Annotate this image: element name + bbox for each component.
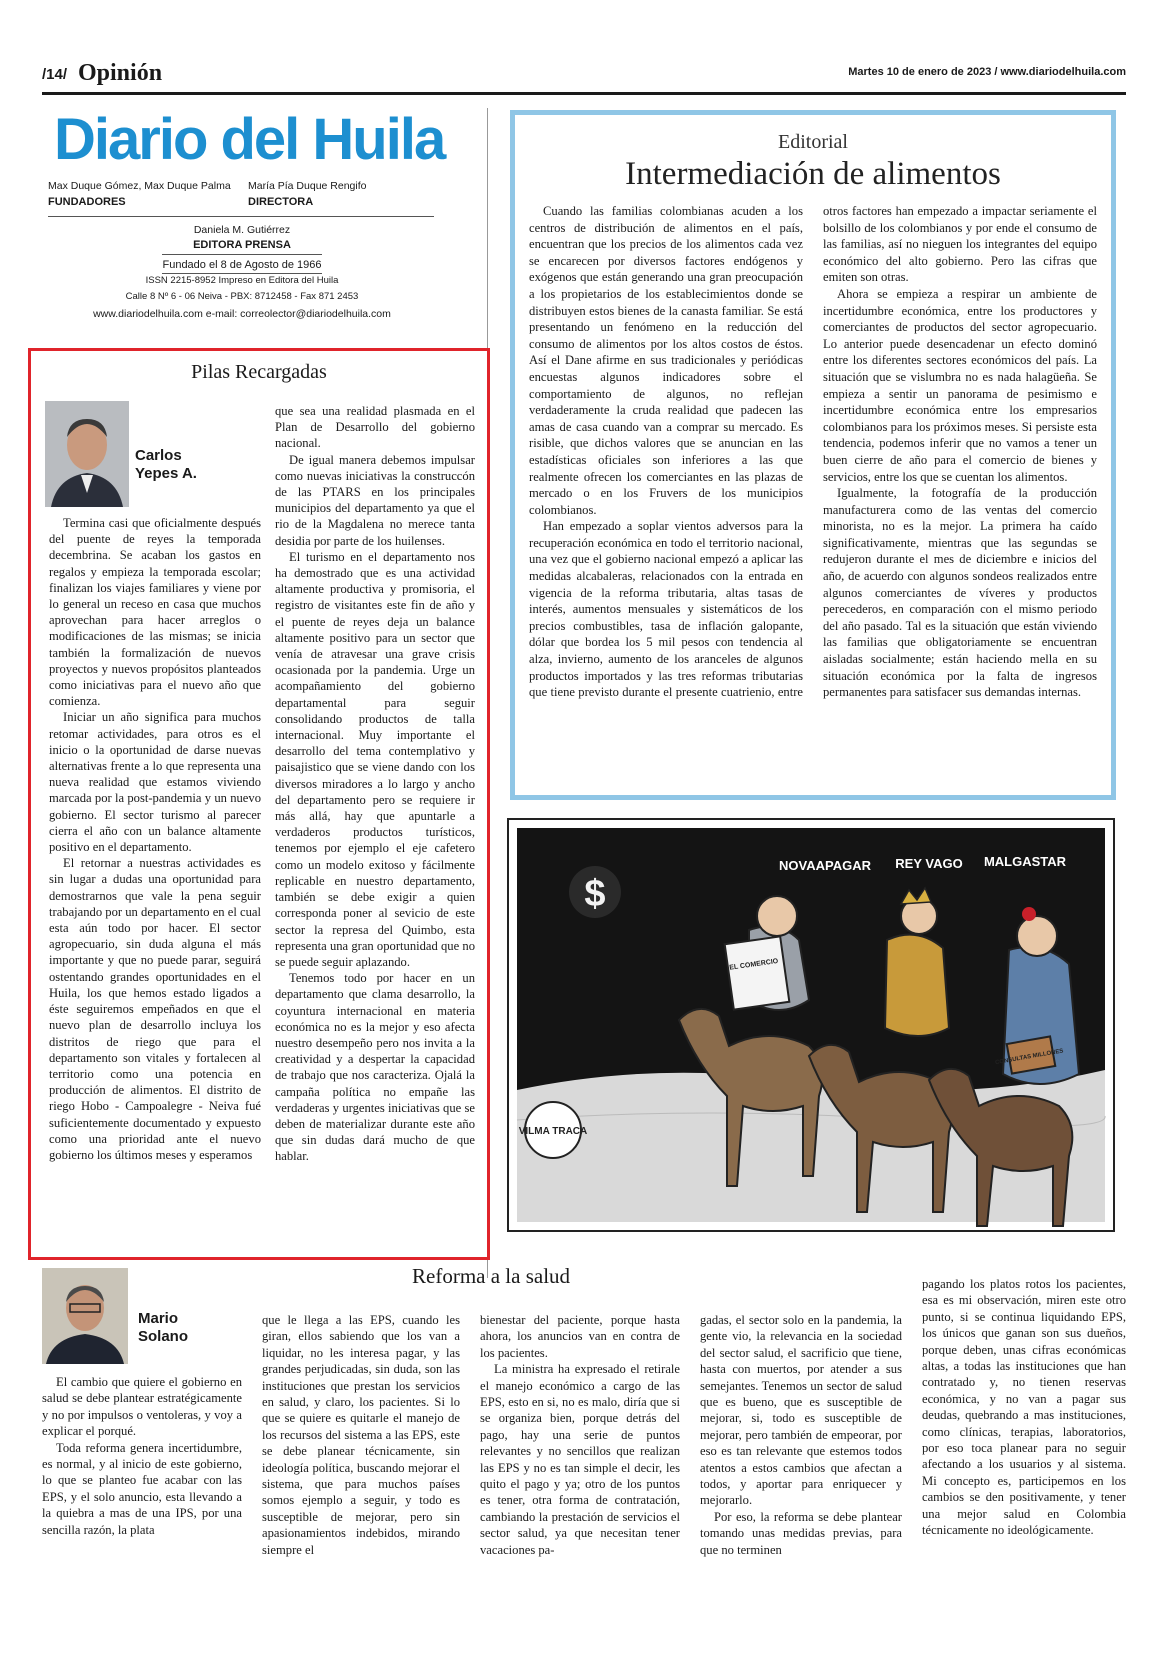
author-first-name: Mario bbox=[138, 1310, 179, 1327]
body-paragraph: La ministra ha expresado el retirale el manejo económico a cargo de las EPS, esto en si, no es malo, diría que si se organiza bien, porque detrás del pago, hay una serie de puntos relevantes y no sencillos que realizan las EPS y no es tan simple el decir, les quito el pago y ya; otro de los puntos es tener, otra forma de contratación, cambiando la prestación de servicios el sector salud, ya que necesitan tener vacaciones pa- bbox=[480, 1362, 680, 1557]
column-title: Reforma a la salud bbox=[412, 1264, 571, 1288]
founders-names: Max Duque Gómez, Max Duque Palma bbox=[48, 180, 231, 192]
column-body bbox=[480, 1312, 680, 1558]
body-paragraph: pagando los platos rotos los pacientes, esa es mi observación, miren este otro punto, si se continua liquidando EPS, los únicos que ganan son sus dueños, porque deben, unas cifras económicas altas, a todas las instituciones que han contratado y, no tienen reservas económica, y no van a pagar sus deudas, quebrando a mas instituciones, como clínicas, terapias, laboratorios, por eso toca planear para no seguir afectando a los usuarios y al sistema. Mi concepto es, participemos en los cambios se den positivamente, y tener una mejor salud en Colombia técnicamente no ideológicamente. bbox=[922, 1277, 1126, 1538]
cartoon-label: NOVAAPAGAR bbox=[779, 858, 871, 873]
editor-name: Daniela M. Gutiérrez bbox=[193, 224, 291, 236]
newspaper-label: EL COMERCIO bbox=[728, 957, 779, 972]
dollar-moon: $ bbox=[584, 873, 606, 915]
page-header bbox=[42, 62, 1126, 92]
editorial-paragraph: Han empezado a soplar vientos adversos para la recuperación económica en todo el territorio nacional, una vez que el gobierno nacional empezó a aplicar las medidas alcabaleras, relacionados con la entrada en vigencia de la reforma tributaria, altas tasas de interés, aumentos mensuales y sistemáticos de los precios combustibles, tasa de inflación galopante, dólar que bordea los 5 mil pesos con tendencia al alza, invierno, aumento de los aranceles de algunos productos importados y las tres reformas tributarias que tiene previsto durante el presente cuatrienio, entre otros factores han empezado a impactar seriamente el bolsillo de los colombianos y por ende el consumo de las familias, así no nieguen los integrantes del equipo económico del alto gobierno. Pero las cifras que emiten son otras. bbox=[529, 204, 1097, 700]
column-body bbox=[262, 1312, 460, 1558]
newspaper-logo: Diario del Huila bbox=[54, 107, 445, 172]
header-rule bbox=[42, 92, 1126, 95]
author-photo bbox=[45, 401, 129, 507]
box-label: CONSULTAS MILLONES bbox=[994, 1048, 1064, 1067]
body-paragraph: que le llega a las EPS, cuando les giran, ellos sabiendo que los van a liquidar, no les interesa pagar, y las grandes perjudicadas, sin duda, son las instituciones que prestan los servicios en salud, y claro, los pacientes. Si lo que se quiere es quitarle el manejo de los recursos del sistema a las EPS, este se debe planear técnicamente, sin ideología política, buscando mejorar el sistema, que para muchos países somos ejemplo a seguir, y todo es susceptible de mejorar, pero sin apasionamientos indebidos, mirando siempre el bbox=[262, 1313, 460, 1557]
cartoon-illustration bbox=[509, 820, 1113, 1230]
masthead-rule bbox=[162, 254, 322, 255]
cartoon-label: MALGASTAR bbox=[983, 854, 1067, 869]
contact-line: www.diariodelhuila.com e-mail: correolector@diariodelhuila.com bbox=[93, 308, 391, 320]
reforma-salud-column bbox=[42, 1264, 1126, 1638]
editorial-body bbox=[529, 203, 1097, 701]
body-paragraph: Tenemos todo por hacer en un departamento que clama desarrollo, la coyuntura internacional en materia económica no es la mejor y eso afecta nuestro desempeño pero nos invita a la creatividad y a despertar la capacidad de trabajo que nos caracteriza. Ojalá la campaña política no empañe las verdaderas y urgentes iniciativas que se deben de materializar durante este año que sin dudas dará mucho de que hablar. bbox=[275, 971, 475, 1164]
body-paragraph: que sea una realidad plasmada en el Plan de Desarrollo del gobierno nacional. bbox=[275, 404, 475, 451]
body-paragraph: El cambio que quiere el gobierno en salud se debe plantear estratégicamente y no por impulsos o ventoleras, y voy a explicar el porqué. bbox=[42, 1375, 242, 1439]
masthead-rule bbox=[162, 273, 322, 274]
director-label: DIRECTORA bbox=[248, 196, 314, 208]
masthead bbox=[42, 100, 462, 340]
editor-label: EDITORA PRENSA bbox=[193, 239, 291, 251]
body-paragraph: Por eso, la reforma se debe plantear tomando unas medidas previas, para que no terminen bbox=[700, 1509, 902, 1557]
column-body-left bbox=[49, 515, 261, 1163]
body-paragraph: Toda reforma genera incertidumbre, es normal, y al inicio de este gobierno, lo que se planteo fue acabar con las EPS, y el solo anuncio, esta llevando a la quiebra a mas de una IPS, por una sencilla razón, la plata bbox=[42, 1440, 242, 1537]
column-body-right bbox=[275, 403, 475, 1165]
author-last-name: Solano bbox=[138, 1328, 189, 1345]
section-title: Opinión bbox=[78, 60, 163, 86]
column-title: Pilas Recargadas bbox=[191, 361, 327, 383]
date-and-site: Martes 10 de enero de 2023 / www.diariodelhuila.com bbox=[848, 66, 1126, 78]
page-number: /14/ bbox=[42, 66, 68, 83]
founders-label: FUNDADORES bbox=[48, 196, 126, 208]
body-paragraph: Iniciar un año significa para muchos retomar actividades, para otros es el inicio o la oportunidad de darse nuevas alternativas frente a lo que representa una nueva realidad que estamos viviendo marcada por la post-pandemia y un nuevo gobierno. El sector turismo al parecer cierra el año con un balance altamente positivo en el departamento. bbox=[49, 710, 261, 855]
editorial-title: Intermediación de alimentos bbox=[625, 156, 1001, 192]
address-line: Calle 8 Nº 6 - 06 Neiva - PBX: 8712458 - Fax 871 2453 bbox=[125, 291, 359, 302]
cartoon bbox=[507, 818, 1115, 1232]
column-body bbox=[42, 1374, 242, 1538]
cartoon-label: REY VAGO bbox=[895, 856, 963, 871]
author-first-name: Carlos bbox=[135, 447, 182, 464]
editorial-paragraph: Cuando las familias colombianas acuden a los centros de distribución de alimentos en el país, encuentran que los precios de los alimentos cada vez se encarecen por diversos factores endógenos y exógenos que están generando una gran preocupación a los propietarios de los establecimientos donde se distribuyen estos bienes de la canasta familiar. Se está presentando un fenómeno en la reducción del consumo de alimentos por los altos costos de éstos. Así el Dane afirme en sus tradicionales y periódicas encuestas algunos indicadores sobre el comportamiento de algunos, no reflejan verdaderamente la cruda realidad que padecen las amas de casa cuando van a comprar su mercado. Es risible, que dichos valores que se anuncian en las estadísticas oficiales son inferiores a las que realmente ofrecen los comerciantes en las plazas de mercado o en los Fruvers de los municipios colombianos. bbox=[529, 204, 803, 517]
author-photo bbox=[42, 1268, 128, 1364]
author-last-name: Yepes A. bbox=[135, 465, 197, 482]
editorial-kicker: Editorial bbox=[778, 131, 848, 153]
director-name: María Pía Duque Rengifo bbox=[248, 180, 367, 192]
column-body bbox=[700, 1312, 902, 1558]
pilas-recargadas-column bbox=[28, 348, 490, 1260]
editorial-box bbox=[510, 110, 1116, 800]
body-paragraph: De igual manera debemos impulsar como nuevas iniciativas la construccón de las PTARS en los principales municipios del departamento ya que el rio de la Magdalena no merece tanta desidia por parte de los huilenses. bbox=[275, 452, 475, 548]
author-name bbox=[135, 447, 197, 483]
body-paragraph: gadas, el sector solo en la pandemia, la gente vio, la relevancia en la sociedad del sector salud, el sacrificio que tiene, hasta con muertos, por atender a sus semejantes. Tenemos un sector de salud que es bueno, que es susceptible de mejorar, si, todo es susceptible de mejorar, pero también de empeorar, por eso es tan relevante que estemos todos atentos a estos cambios que afectan a todos, y aportar para enriquecer y mejorarlo. bbox=[700, 1313, 902, 1508]
founded-date: Fundado el 8 de Agosto de 1966 bbox=[162, 259, 322, 271]
author-name bbox=[138, 1310, 188, 1346]
body-paragraph: bienestar del paciente, porque hasta ahora, los anuncios van en contra de los pacientes. bbox=[480, 1313, 680, 1360]
cartoonist-signature: VILMA TRACA bbox=[518, 1126, 588, 1137]
issn-line: ISSN 2215-8952 Impreso en Editora del Huila bbox=[145, 275, 339, 286]
body-paragraph: El retornar a nuestras actividades es sin lugar a dudas una oportunidad para demostrarnos que vale la pena seguir trabajando por un departamento en el cual esta aún todo por hacer. El sector agropecuario, sin duda alguna el más importante y que no puede parar, seguirá ostentando grandes oportunidades en el Huila, los que hemos estado ligados a éste seguiremos empeñados en que el nuevo plan de desarrollo incluya los distritos de riego que para el departamento son vitales y fortalecen al territorio como una potencia en producción de alimentos. El distrito de riego Hobo - Campoalegre - Neiva fué suficientemente documentado y expuesto como una prioridad ante el nuevo gobierno los últimos meses y esperamos bbox=[49, 856, 261, 1162]
masthead-rule bbox=[48, 216, 434, 217]
editorial-paragraph: Ahora se empieza a respirar un ambiente de incertidumbre económica, entre los productores y comerciantes de productos del sector agropecuario. Lo anterior puede desencadenar un efecto dominó entre los diferentes sectores económicos del país. La situación que se vislumbra no es nada halagüeña. Se empieza a sentir un panorama de pesimismo e incertidumbre económica entre los empresarios colombianos para los próximos meses. Si persiste esta tendencia, podemos inferir que no vamos a tener un buen cierre de año para el comercio de bienes y servicios, entre los que se cuentan los alimentos. bbox=[823, 286, 1097, 484]
body-paragraph: Termina casi que oficialmente después del puente de reyes la temporada decembrina. Se acaban los gastos en regalos y empieza la temporada escolar; finalizan los viajes familiares y viene por lo general un receso en casa que muchos aprovechan para hacer arreglos o modificaciones de las mismas; se inicia también la formalización de nuevos proyectos y nuevos propósitos planteados como iniciativas para el nuevo año que comienza. bbox=[49, 516, 261, 709]
body-paragraph: El turismo en el departamento nos ha demostrado que es una actividad altamente productiva y promisoria, el registro de visitantes este fin de año y el puente de reyes deja un balance altamente positivo para un sector que venía de atravesar una grave crisis ocasionada por la pandemia. Urge un acompañamiento del gobierno departamental para seguir consolidando productos de talla internacional. Muy importante el desarrollo del tema contemplativo y paisajistico que se viene dando con los diversos miradores a lo largo y ancho del departamento pero se requiere ir más allá, hay que apuntarle a verdaderos productos turísticos, tenemos por ejemplo el eje cafetero como un modelo exitoso y fácilmente replicable en nuestro departamento, también se debe exigir a quien corresponda poner al sevicio de este sector la represa del Quimbo, esta representa una gran oportunidad que no se puede seguir aplazando. bbox=[275, 549, 475, 969]
editorial-paragraph: Igualmente, la fotografía de la producción manufacturera como de las ventas del comercio minorista, no es la mejor. La primera ha caído significativamente, mientras que las segundas se redujeron durante el mes de diciembre e inicios del año, de acuerdo con algunos sondeos realizados entre algunos comerciantes de víveres y productos perecederos, en comparación con el mismo periodo del año pasado. Tal es la situación que están viviendo las familias que obligatoriamente se encuentran aisladas socialmente; están haciendo mella en su situación económica por la falta de ingresos permanentes para satisfacer sus demandas internas. bbox=[823, 486, 1097, 700]
column-body bbox=[922, 1276, 1126, 1539]
